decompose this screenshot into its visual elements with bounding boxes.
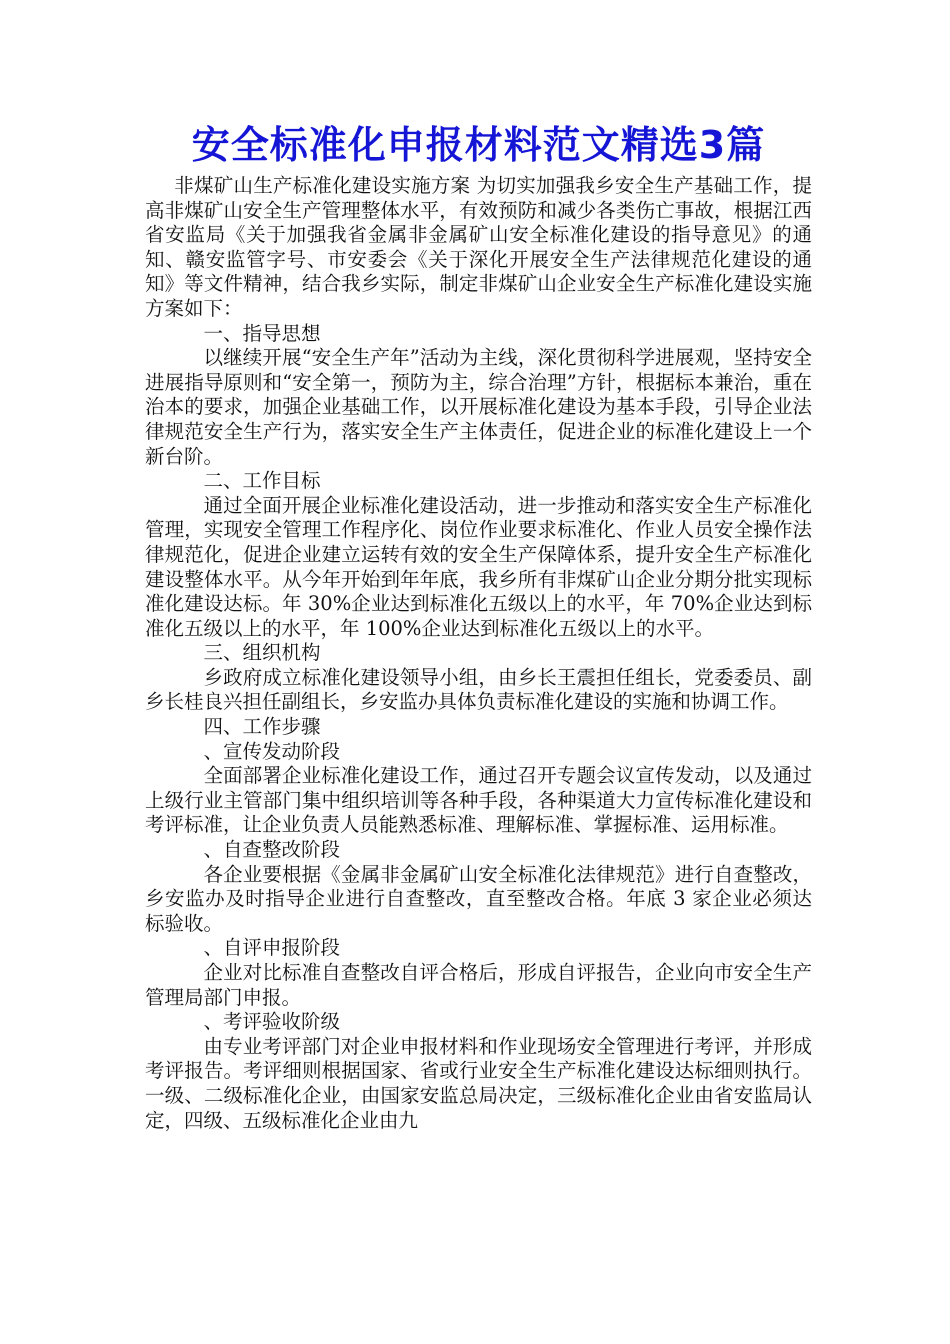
paragraph: 以继续开展“安全生产年”活动为主线，深化贯彻科学进展观，坚持安全进展指导原则和“安全第一，预防为主，综合治理”方针，根据标本兼治，重在治本的要求，加强企业基础工作，以开展标准化建设为基本手段，引导企业法律规范安全生产行为，落实安全生产主体责任，促进企业的标准化建设上一个新台阶。: [145, 346, 812, 468]
paragraph: 、自查整改阶段: [203, 838, 341, 862]
paragraph: 、考评验收阶级: [203, 1010, 341, 1034]
paragraph: 非煤矿山生产标准化建设实施方案 为切实加强我乡安全生产基础工作，提高非煤矿山安全生产管理整体水平，有效预防和减少各类伤亡事故，根据江西省安监局《关于加强我省金属非金属矿山安全标准化建设的指导意见》的通知、赣安监管字号、市安委会《关于深化开展安全生产法律规范化建设的通知》等文件精神，结合我乡实际，制定非煤矿山企业安全生产标准化建设实施方案如下：: [145, 174, 812, 320]
paragraph: 、自评申报阶段: [203, 936, 341, 960]
paragraph: 各企业要根据《金属非金属矿山安全标准化法律规范》进行自查整改，乡安监办及时指导企业进行自查整改，直至整改合格。年底 3 家企业必须达标验收。: [145, 862, 812, 935]
paragraph: 企业对比标准自查整改自评合格后，形成自评报告，企业向市安全生产管理局部门申报。: [145, 961, 812, 1009]
paragraph: 、宣传发动阶段: [203, 739, 341, 763]
paragraph: 二、工作目标: [203, 469, 321, 493]
paragraph: 由专业考评部门对企业申报材料和作业现场安全管理进行考评，并形成考评报告。考评细则根据国家、省或行业安全生产标准化建设达标细则执行。一级、二级标准化企业，由国家安监总局决定，三级标准化企业由省安监局认定，四级、五级标准化企业由九: [145, 1034, 812, 1132]
document-title: 安全标准化申报材料范文精选3篇: [191, 123, 766, 167]
paragraph: 通过全面开展企业标准化建设活动，进一步推动和落实安全生产标准化管理，实现安全管理工作程序化、岗位作业要求标准化、作业人员安全操作法律规范化，促进企业建立运转有效的安全生产保障体系，提升安全生产标准化建设整体水平。从今年开始到年年底，我乡所有非煤矿山企业分期分批实现标准化建设达标。年 30%企业达到标准化五级以上的水平，年 70%企业达到标准化五级以上的水平，年 100%企业达到标准化五级以上的水平。: [145, 493, 812, 640]
paragraph: 全面部署企业标准化建设工作，通过召开专题会议宣传发动，以及通过上级行业主管部门集中组织培训等各种手段，各种渠道大力宣传标准化建设和考评标准，让企业负责人员能熟悉标准、理解标准、掌握标准、运用标准。: [145, 764, 812, 837]
document-body: [145, 174, 812, 1133]
paragraph: 一、指导思想: [203, 321, 321, 345]
paragraph: 三、组织机构: [203, 641, 321, 665]
paragraph: 乡政府成立标准化建设领导小组，由乡长王震担任组长，党委委员、副乡长桂良兴担任副组长，乡安监办具体负责标准化建设的实施和协调工作。: [145, 665, 812, 714]
paragraph: 四、工作步骤: [203, 715, 321, 739]
